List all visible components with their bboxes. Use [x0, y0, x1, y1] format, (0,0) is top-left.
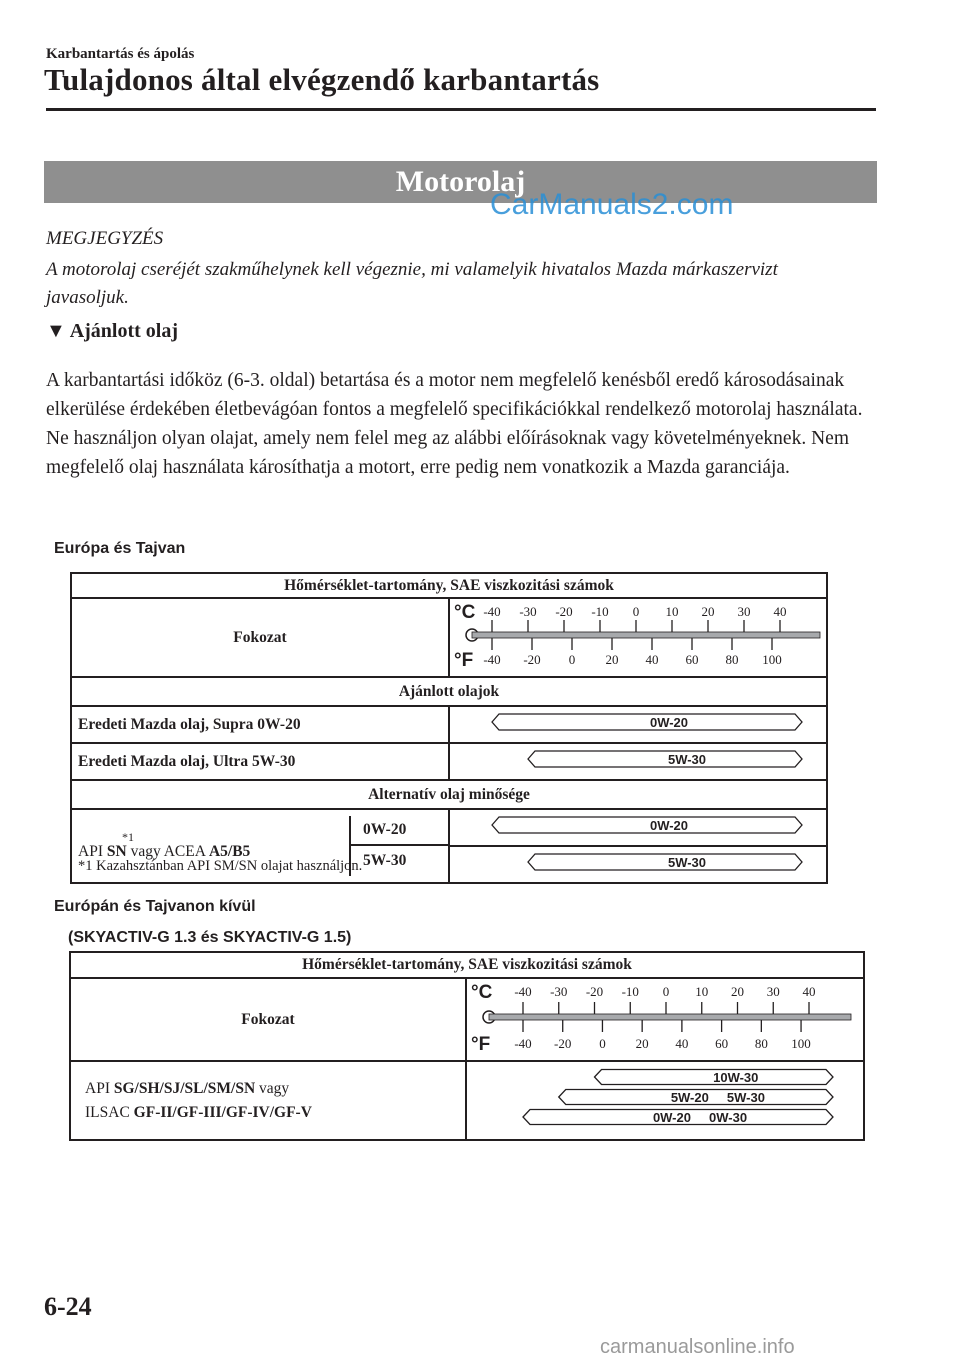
fahrenheit-tick-label: 0: [599, 1036, 606, 1051]
range-cell: [449, 809, 827, 846]
region-label-outside-europe: Európán és Tajvanon kívül: [54, 898, 256, 915]
alt-grade-label: 5W-30: [363, 852, 407, 869]
note-text: A motorolaj cseréjét szakműhelynek kell végeznie, mi valamelyik hivatalos Mazda márkaszervizt javasoljuk.: [46, 259, 778, 308]
range-arrow: [492, 817, 802, 833]
celsius-tick-label: -30: [519, 604, 537, 619]
celsius-tick-label: -10: [621, 984, 639, 999]
note-heading: MEGJEGYZÉS: [46, 228, 164, 249]
fahrenheit-tick-label: 100: [791, 1036, 811, 1051]
watermark: CarManuals2.com: [490, 188, 734, 221]
celsius-tick-label: 40: [773, 604, 787, 619]
footnote-marker: *1: [122, 830, 134, 844]
engine-label: (SKYACTIV-G 1.3 és SKYACTIV-G 1.5): [68, 929, 352, 946]
section-label: Karbantartás és ápolás: [46, 46, 195, 62]
range-cell: [466, 1061, 864, 1140]
celsius-tick-label: -20: [555, 604, 573, 619]
alternative-header: Alternatív olaj minősége: [71, 780, 827, 809]
celsius-symbol: °C: [454, 602, 476, 623]
api-spec-text: *1 API SN vagy ACEA A5/B5: [72, 816, 350, 876]
thermometer-tube: [489, 1014, 851, 1020]
range-bar: [450, 810, 826, 840]
range-grade-label: 0W-20 0W-30: [652, 1110, 748, 1125]
fahrenheit-symbol: °F: [471, 1034, 491, 1055]
fahrenheit-symbol: °F: [454, 650, 474, 671]
grade-label: Fokozat: [70, 978, 466, 1061]
temperature-scale-cell: [449, 598, 827, 677]
range-bar: [450, 847, 826, 877]
celsius-tick-label: 20: [701, 604, 715, 619]
fahrenheit-tick-label: -40: [483, 652, 501, 667]
celsius-tick-label: 0: [632, 604, 640, 619]
subsection-heading: [46, 320, 178, 343]
range-bar: [450, 707, 826, 737]
fahrenheit-tick-label: 40: [645, 652, 659, 667]
range-cell: [449, 706, 827, 743]
fahrenheit-tick-label: -40: [514, 1036, 532, 1051]
range-grade-label: 0W-20: [649, 818, 689, 833]
api-spec-line: API SG/SH/SJ/SL/SM/SN vagy: [85, 1079, 290, 1097]
recommended-header: Ajánlott olajok: [71, 677, 827, 706]
celsius-tick-label: -10: [591, 604, 609, 619]
thermometer-tube: [472, 632, 820, 638]
range-arrow: [492, 714, 802, 730]
region-label-europe: Európa és Tajvan: [54, 540, 186, 557]
fahrenheit-tick-label: 60: [685, 652, 699, 667]
temperature-scale: [467, 979, 863, 1055]
section-banner: Motorolaj: [44, 161, 877, 203]
fahrenheit-tick-label: 40: [675, 1036, 689, 1051]
celsius-tick-label: 10: [665, 604, 679, 619]
triangle-down-icon: ▼: [46, 320, 66, 342]
celsius-tick-label: 30: [766, 984, 780, 999]
grade-label: Fokozat: [71, 598, 449, 677]
range-grade-label: 5W-30: [667, 752, 707, 767]
celsius-symbol: °C: [471, 982, 493, 1003]
celsius-tick-label: -40: [483, 604, 501, 619]
fahrenheit-tick-label: 100: [762, 652, 782, 667]
table-row-label: Eredeti Mazda olaj, Supra 0W-20: [71, 706, 449, 743]
footnote: *1 Kazahsztánban API SM/SN olajat használjon.: [78, 858, 363, 874]
fahrenheit-tick-label: -20: [554, 1036, 572, 1051]
page-number: 6-24: [44, 1292, 92, 1321]
fahrenheit-tick-label: 80: [754, 1036, 768, 1051]
celsius-tick-label: -20: [585, 984, 604, 999]
range-grade-label: 5W-30: [667, 855, 707, 870]
temperature-scale: [450, 599, 826, 671]
fahrenheit-tick-label: 20: [605, 652, 619, 667]
celsius-tick-label: 40: [802, 984, 816, 999]
range-cell: [449, 743, 827, 780]
range-bars: [467, 1062, 863, 1134]
table-header: Hőmérséklet-tartomány, SAE viszkozitási számok: [70, 952, 864, 978]
body-paragraph: A karbantartási időköz (6-3. oldal) betartása és a motor nem megfelelő kenésből eredő károsodásainak elkerülése érdekében életbevágóan fontos a megfelelő specifikációkkal rendelkező motorolaj használata. Ne használjon olyan olajat, amely nem felel meg az alábbi előírásoknak vagy követelményeknek. Nem megfelelő olaj használata károsíthatja a motort, erre pedig nem vonatkozik a Mazda garanciája.: [46, 370, 863, 478]
oil-table-europe: [70, 572, 828, 884]
temperature-scale-cell: [466, 978, 864, 1061]
fahrenheit-tick-label: 0: [568, 652, 576, 667]
celsius-tick-label: -30: [550, 984, 568, 999]
range-arrow: [528, 751, 802, 767]
oil-table-outside-europe: [69, 951, 865, 1141]
table-header: Hőmérséklet-tartomány, SAE viszkozitási számok: [71, 573, 827, 598]
title-divider: [46, 108, 876, 111]
fahrenheit-tick-label: 20: [635, 1036, 649, 1051]
range-cell: [449, 846, 827, 883]
page-title: Tulajdonos által elvégzendő karbantartás: [44, 62, 600, 97]
fahrenheit-tick-label: 80: [725, 652, 739, 667]
spec-cell: [70, 1061, 466, 1140]
celsius-tick-label: 10: [695, 984, 709, 999]
celsius-tick-label: 30: [737, 604, 751, 619]
range-grade-label: 10W-30: [713, 1070, 759, 1085]
table-row-label: Eredeti Mazda olaj, Ultra 5W-30: [71, 743, 449, 780]
ilsac-spec-line: ILSAC GF-II/GF-III/GF-IV/GF-V: [85, 1103, 312, 1121]
fahrenheit-tick-label: 60: [715, 1036, 729, 1051]
range-grade-label: 5W-20 5W-30: [670, 1090, 765, 1105]
range-arrow: [528, 854, 802, 870]
range-bar: [450, 744, 826, 774]
fahrenheit-tick-label: -20: [523, 652, 541, 667]
celsius-tick-label: 0: [662, 984, 670, 999]
subsection-heading-text: Ajánlott olaj: [69, 320, 179, 342]
celsius-tick-label: 20: [731, 984, 744, 999]
range-grade-label: 0W-20: [649, 715, 689, 730]
footer-watermark: carmanualsonline.info: [600, 1336, 795, 1358]
alt-grade-label: 0W-20: [351, 816, 448, 846]
celsius-tick-label: -40: [514, 984, 532, 999]
